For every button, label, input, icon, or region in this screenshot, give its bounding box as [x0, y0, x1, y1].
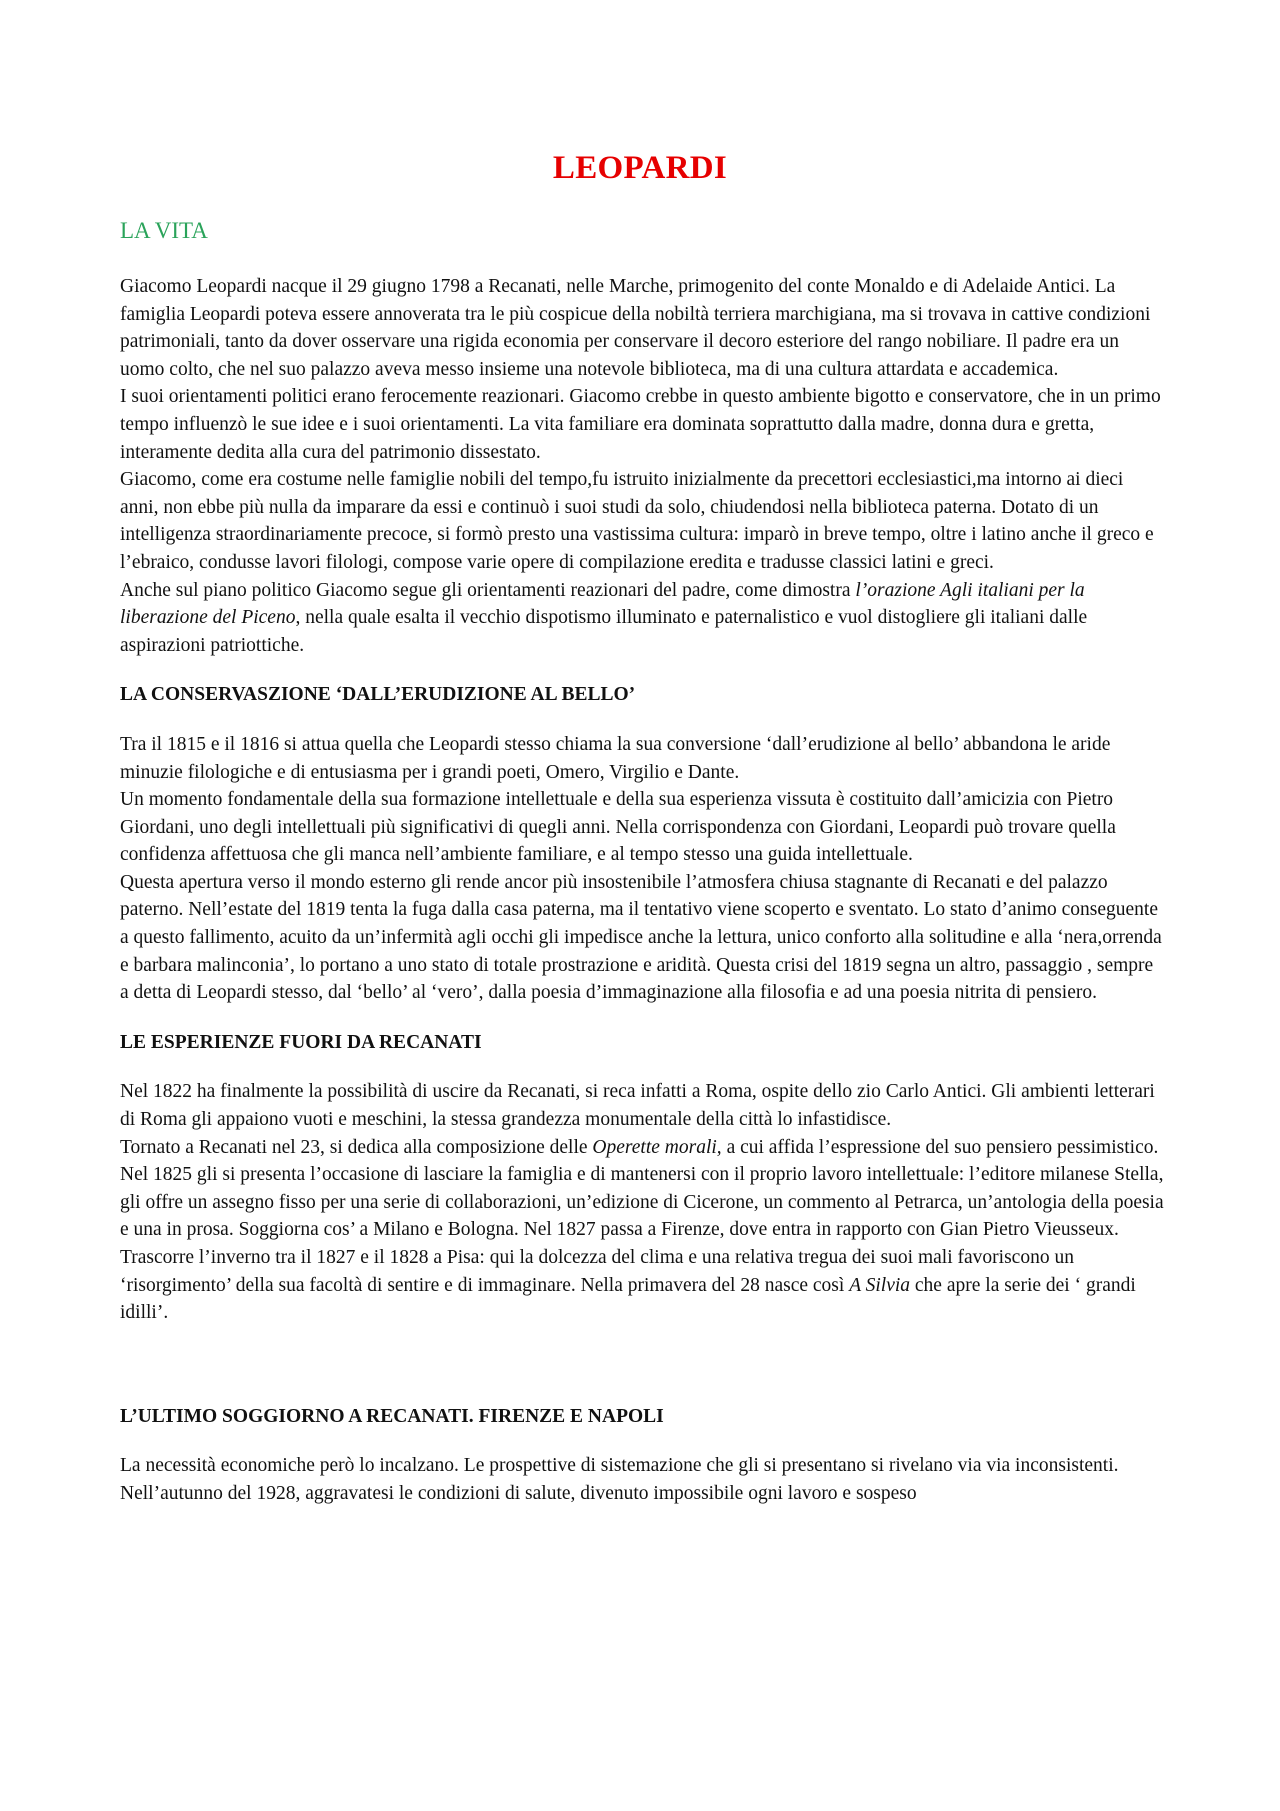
section-esperienze: [120, 1078, 1165, 1326]
paragraph: Un momento fondamentale della sua formazione intellettuale e della sua esperienza vissuta è costituito dall’amicizia con Pietro Giordani, uno degli intellettuali più significativi di quegli anni. Nella corrispondenza con Giordani, Leopardi può trovare quella confidenza affettuosa che gli manca nell’ambiente familiare, e al tempo stesso una guida intellettuale.: [120, 789, 1116, 866]
italic-title: Operette morali,: [592, 1136, 722, 1158]
section-heading-ultimo: L’ULTIMO SOGGIORNO A RECANATI. FIRENZE E NAPOLI: [120, 1405, 664, 1427]
paragraph: [120, 577, 1165, 660]
document-title: LEOPARDI: [552, 150, 728, 186]
section-conversione: [120, 731, 1165, 1007]
document-body: [120, 216, 1165, 1530]
paragraph: Giacomo, come era costume nelle famiglie nobili del tempo,fu istruito inizialmente da precettori ecclesiastici,ma intorno ai dieci anni, non ebbe più nulla da imparare da essi e continuò i suoi studi da solo, chiudendosi nella biblioteca paterna. Dotato di un intelligenza straordinariamente precoce, si formò presto una vastissima cultura: imparò in breve tempo, oltre i latino anche il greco e l’ebraico, condusse lavori filologi, compose varie opere di compilazione eredita e tradusse classici latini e greci.: [120, 469, 1154, 573]
section-heading-conversione: LA CONSERVASZIONE ‘DALL’ERUDIZIONE AL BELLO’: [120, 684, 636, 706]
paragraph: [120, 1134, 1165, 1162]
paragraph: I suoi orientamenti politici erano ferocemente reazionari. Giacomo crebbe in questo ambiente bigotto e conservatore, che in un primo tempo influenzò le sue idee e i suoi orientamenti. La vita familiare era dominata soprattutto dalla madre, donna dura e gretta, interamente dedita alla cura del patrimonio dissestato.: [120, 386, 1161, 463]
paragraph: Giacomo Leopardi nacque il 29 giugno 1798 a Recanati, nelle Marche, primogenito del conte Monaldo e di Adelaide Antici. La famiglia Leopardi poteva essere annoverata tra le più cospicue della nobiltà terriera marchigiana, ma si trovava in cattive condizioni patrimoniali, tanto da dover osservare una rigida economia per conservare il decoro esteriore del rango nobiliare. Il padre era un uomo colto, che nel suo palazzo aveva messo insieme una notevole biblioteca, ma di una cultura attardata e accademica.: [120, 276, 1151, 380]
paragraph: La necessità economiche però lo incalzano. Le prospettive di sistemazione che gli si presentano si rivelano via via inconsistenti. Nell’autunno del 1928, aggravatesi le condizioni di salute, divenuto impossibile ogni lavoro e sospeso: [120, 1455, 1119, 1504]
italic-title: l’orazione Agli italiani per la liberazione del Piceno: [120, 579, 1085, 629]
section-vita: [120, 273, 1165, 659]
spacer: [120, 1349, 1165, 1403]
text-run: Anche sul piano politico Giacomo segue gli orientamenti reazionari del padre, come dimostra: [120, 579, 856, 601]
text-run: a cui affida l’espressione del suo pensiero pessimistico.: [721, 1136, 1159, 1158]
text-run: Tornato a Recanati nel 23, si dedica alla composizione delle: [120, 1136, 593, 1158]
section-heading-esperienze: LE ESPERIENZE FUORI DA RECANATI: [120, 1031, 482, 1053]
section-ultimo: [120, 1452, 1165, 1507]
paragraph: Tra il 1815 e il 1816 si attua quella che Leopardi stesso chiama la sua conversione ‘dall’erudizione al bello’ abbandona le aride minuzie filologiche e di entusiasma per i grandi poeti, Omero, Virgilio e Dante.: [120, 733, 1111, 783]
paragraph: Nel 1822 ha finalmente la possibilità di uscire da Recanati, si reca infatti a Roma, ospite dello zio Carlo Antici. Gli ambienti letterari di Roma gli appaiono vuoti e meschini, la stessa grandezza monumentale della città lo infastidisce.: [120, 1081, 1155, 1131]
italic-title: A Silvia: [849, 1274, 911, 1296]
text-run: , nella quale esalta il vecchio dispotismo illuminato e paternalistico e vuol distogliere gli italiani dalle aspirazioni patriottiche.: [120, 607, 1088, 656]
text-run: che apre la serie dei ‘ grandi idilli’.: [120, 1274, 1136, 1324]
section-heading-vita: LA VITA: [120, 218, 208, 243]
text-run: Trascorre l’inverno tra il 1827 e il 1828 a Pisa: qui la dolcezza del clima e una relativa tregua dei suoi mali favoriscono un ‘risorgimento’ della sua facoltà di sentire e di immaginare. Nella primavera del 28 nasce così: [120, 1247, 1074, 1296]
paragraph: [120, 1244, 1165, 1327]
paragraph: Questa apertura verso il mondo esterno gli rende ancor più insostenibile l’atmosfera chiusa stagnante di Recanati e del palazzo paterno. Nell’estate del 1819 tenta la fuga dalla casa paterna, ma il tentativo viene scoperto e sventato. Lo stato d’animo conseguente a questo fallimento, acuito da un’infermità agli occhi gli impedisce anche la lettura, unico conforto alla solitudine e alla ‘nera,orrenda e barbara malinconia’, lo portano a uno stato di totale prostrazione e aridità. Questa crisi del 1819 segna un altro, passaggio , sempre a detta di Leopardi stesso, dal ‘bello’ al ‘vero’, dalla poesia d’immaginazione alla filosofia e ad una poesia nitrita di pensiero.: [120, 871, 1162, 1004]
paragraph: Nel 1825 gli si presenta l’occasione di lasciare la famiglia e di mantenersi con il proprio lavoro intellettuale: l’editore milanese Stella, gli offre un assegno fisso per una serie di collaborazioni, un’edizione di Cicerone, un commento al Petrarca, un’antologia della poesia e una in prosa. Soggiorna cos’ a Milano e Bologna. Nel 1827 passa a Firenze, dove entra in rapporto con Gian Pietro Vieusseux.: [120, 1164, 1164, 1241]
